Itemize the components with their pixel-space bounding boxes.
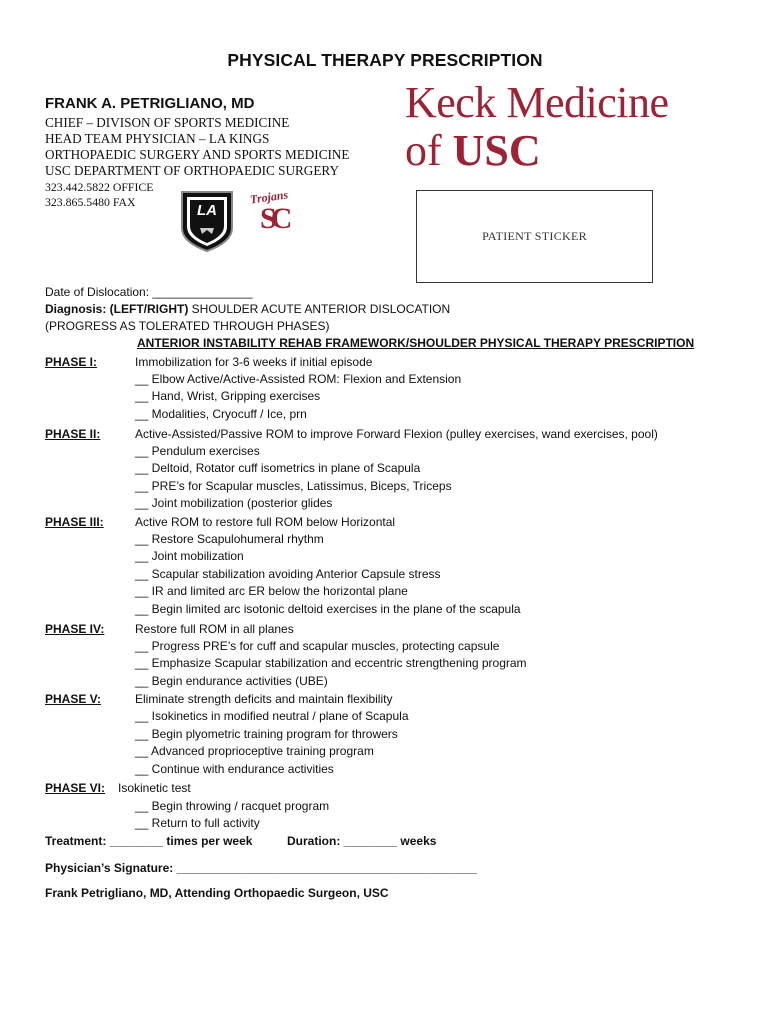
phase-3-item[interactable]: __ IR and limited arc ER below the horizontal plane (135, 584, 408, 598)
progress-note: (PROGRESS AS TOLERATED THROUGH PHASES) (45, 319, 330, 333)
doctor-title-2: HEAD TEAM PHYSICIAN – LA KINGS (45, 131, 270, 146)
phase-3-item[interactable]: __ Begin limited arc isotonic deltoid exercises in the plane of the scapula (135, 602, 521, 616)
phase-1-item[interactable]: __ Elbow Active/Active-Assisted ROM: Flexion and Extension (135, 372, 462, 386)
phase-6-item[interactable]: __ Begin throwing / racquet program (135, 799, 330, 813)
phase-5-heading: Eliminate strength deficits and maintain flexibility (135, 692, 393, 706)
la-kings-text: LA (197, 202, 217, 219)
la-kings-logo-icon (178, 188, 236, 254)
usc-trojans-logo-icon (248, 187, 300, 250)
attending-surgeon-footer: Frank Petrigliano, MD, Attending Orthopaedic Surgeon, USC (45, 886, 389, 900)
phase-6-item[interactable]: __ Return to full activity (135, 816, 260, 830)
doctor-title-3: ORTHOPAEDIC SURGERY AND SPORTS MEDICINE (45, 147, 350, 162)
diagnosis-label: Diagnosis: (LEFT/RIGHT) (45, 302, 189, 316)
diagnosis-text: SHOULDER ACUTE ANTERIOR DISLOCATION (188, 302, 451, 316)
sc-interlock-text: SC (260, 202, 287, 235)
phase-5-item[interactable]: __ Advanced proprioceptive training program (135, 744, 374, 758)
phase-5-item[interactable]: __ Begin plyometric training program for throwers (135, 727, 398, 741)
phase-2-item[interactable]: __ Deltoid, Rotator cuff isometrics in plane of Scapula (135, 461, 421, 475)
patient-sticker-box (416, 190, 653, 283)
phase-6-label: PHASE VI: (45, 781, 106, 795)
phase-3-heading: Active ROM to restore full ROM below Horizontal (135, 515, 396, 529)
phase-3-label: PHASE III: (45, 515, 104, 529)
phase-4-item[interactable]: __ Progress PRE’s for cuff and scapular muscles, protecting capsule (135, 639, 500, 653)
phase-3-item[interactable]: __ Joint mobilization (135, 549, 244, 563)
phase-1-label: PHASE I: (45, 355, 98, 369)
phase-2-label: PHASE II: (45, 427, 101, 441)
phase-2-item[interactable]: __ Joint mobilization (posterior glides (135, 496, 333, 510)
keck-logo-usc: USC (452, 126, 541, 175)
document-title: PHYSICAL THERAPY PRESCRIPTION (227, 50, 543, 70)
phase-1-item[interactable]: __ Modalities, Cryocuff / Ice, prn (135, 407, 307, 421)
treatment-frequency-field[interactable]: Treatment: ________ times per week (45, 834, 253, 848)
keck-logo-of: of (405, 126, 442, 175)
phase-5-label: PHASE V: (45, 692, 102, 706)
keck-medicine-logo (405, 80, 685, 175)
keck-logo-line1: Keck Medicine (405, 78, 669, 127)
phase-1-heading: Immobilization for 3-6 weeks if initial episode (135, 355, 373, 369)
phase-1-item[interactable]: __ Hand, Wrist, Gripping exercises (135, 389, 321, 403)
phase-4-heading: Restore full ROM in all planes (135, 622, 294, 636)
doctor-title-1: CHIEF – DIVISON OF SPORTS MEDICINE (45, 115, 290, 130)
diagnosis-line (45, 301, 450, 319)
office-phone: 323.442.5822 OFFICE (45, 180, 154, 194)
phase-4-label: PHASE IV: (45, 622, 105, 636)
date-of-dislocation-field[interactable]: Date of Dislocation: _______________ (45, 285, 253, 299)
fax-number: 323.865.5480 FAX (45, 195, 136, 209)
phase-5-item[interactable]: __ Isokinetics in modified neutral / plane of Scapula (135, 709, 409, 723)
framework-heading: ANTERIOR INSTABILITY REHAB FRAMEWORK/SHOULDER PHYSICAL THERAPY PRESCRIPTION (137, 336, 695, 350)
phase-6-heading: Isokinetic test (118, 781, 191, 795)
doctor-name: FRANK A. PETRIGLIANO, MD (45, 95, 255, 112)
doctor-title-4: USC DEPARTMENT OF ORTHOPAEDIC SURGERY (45, 163, 339, 178)
phase-3-item[interactable]: __ Restore Scapulohumeral rhythm (135, 532, 324, 546)
duration-field[interactable]: Duration: ________ weeks (287, 834, 437, 848)
patient-sticker-label: PATIENT STICKER (482, 229, 587, 243)
phase-3-item[interactable]: __ Scapular stabilization avoiding Anterior Capsule stress (135, 567, 441, 581)
phase-2-item[interactable]: __ Pendulum exercises (135, 444, 260, 458)
trojans-text: Trojans (249, 187, 289, 207)
phase-2-heading: Active-Assisted/Passive ROM to improve Forward Flexion (pulley exercises, wand exercises, pool) (135, 427, 658, 441)
physician-signature-field[interactable]: Physician’s Signature: _____________________________________________ (45, 861, 477, 875)
phase-5-item[interactable]: __ Continue with endurance activities (135, 762, 334, 776)
phase-2-item[interactable]: __ PRE’s for Scapular muscles, Latissimus, Biceps, Triceps (135, 479, 452, 493)
keck-logo-line2 (405, 128, 541, 174)
phase-4-item[interactable]: __ Begin endurance activities (UBE) (135, 674, 328, 688)
phase-4-item[interactable]: __ Emphasize Scapular stabilization and eccentric strengthening program (135, 656, 527, 670)
